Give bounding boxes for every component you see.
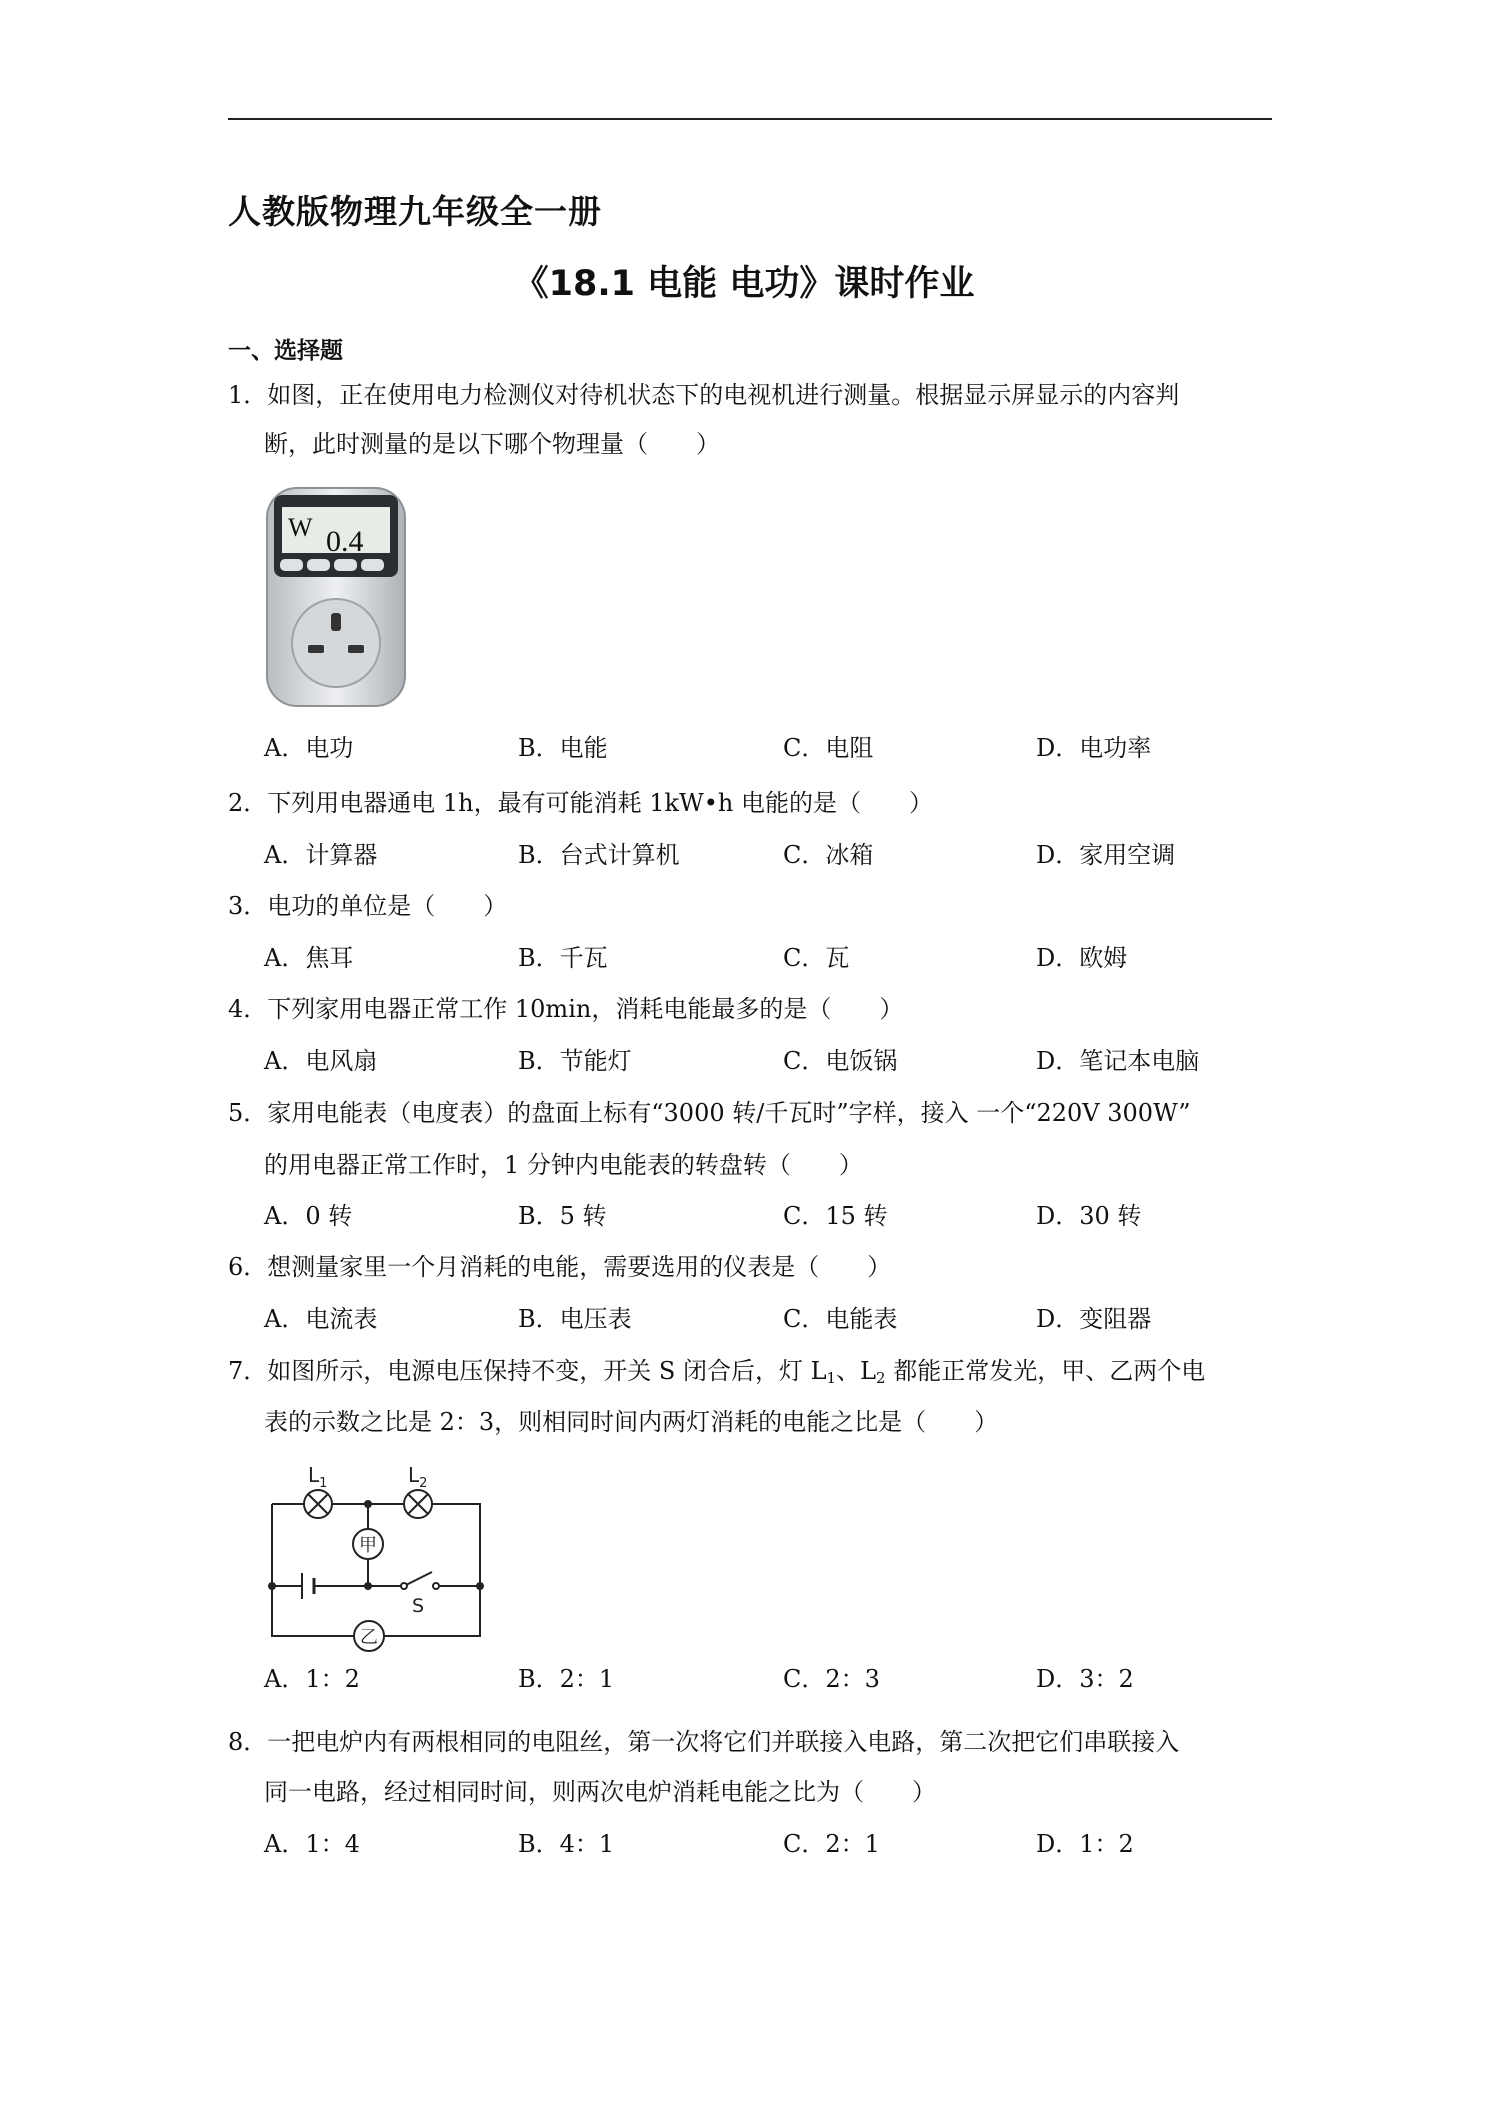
q6-option-b: B．电压表	[518, 1305, 632, 1333]
q4-option-b: B．节能灯	[518, 1047, 632, 1075]
socket-face	[292, 599, 380, 687]
q3-option-a: A．焦耳	[264, 944, 354, 972]
socket-hole	[308, 645, 324, 653]
question-4-text: 4．下列家用电器正常工作 10min，消耗电能最多的是（ ）	[228, 995, 904, 1023]
q7-option-b: B．2：1	[518, 1665, 615, 1693]
socket-hole	[348, 645, 364, 653]
meter-button	[361, 559, 384, 571]
q6-option-a: A．电流表	[264, 1305, 378, 1333]
meter-a-label: 甲	[359, 1535, 377, 1556]
wire	[432, 1504, 480, 1586]
question-1-text: 1．如图，正在使用电力检测仪对待机状态下的电视机进行测量。根据显示屏显示的内容判	[228, 381, 1180, 409]
q5-option-c: C．15 转	[783, 1202, 888, 1230]
q1-option-b: B．电能	[518, 734, 608, 762]
q2-option-c: C．冰箱	[783, 841, 874, 869]
q6-option-c: C．电能表	[783, 1305, 898, 1333]
q4-option-c: C．电饭锅	[783, 1047, 898, 1075]
question-6-text: 6．想测量家里一个月消耗的电能，需要选用的仪表是（ ）	[228, 1253, 892, 1281]
socket-hole	[331, 613, 341, 631]
question-5-text: 5．家用电能表（电度表）的盘面上标有“3000 转/千瓦时”字样，接入 一个“220V 300W”	[228, 1099, 1191, 1127]
wire	[272, 1504, 354, 1636]
switch-pivot	[401, 1583, 407, 1589]
q5-option-b: B．5 转	[518, 1202, 607, 1230]
wire	[384, 1586, 480, 1636]
circuit-diagram	[262, 1456, 492, 1656]
q2-option-b: B．台式计算机	[518, 841, 680, 869]
q1-option-a: A．电功	[264, 734, 354, 762]
q6-option-d: D．变阻器	[1036, 1305, 1152, 1333]
q1-option-c: C．电阻	[783, 734, 874, 762]
question-7-text: 7．如图所示，电源电压保持不变，开关 S 闭合后，灯 $L_1$、$L_2$ 都能正常发光，甲、乙两个电	[228, 1357, 1206, 1387]
switch-label: S	[412, 1595, 425, 1617]
junction-dot	[364, 1582, 372, 1590]
meter-button	[334, 559, 357, 571]
q8-option-d: D．1：2	[1036, 1830, 1134, 1858]
q8-option-a: A．1：4	[264, 1830, 360, 1858]
meter-b-label: 乙	[360, 1627, 378, 1648]
book-title: 人教版物理九年级全一册	[228, 192, 602, 231]
question-3-text: 3．电功的单位是（ ）	[228, 892, 508, 920]
section-heading: 一、选择题	[228, 338, 343, 364]
q2-option-a: A．计算器	[264, 841, 378, 869]
q8-option-c: C．2：1	[783, 1830, 880, 1858]
lamp-l1-label: $L_1$	[308, 1463, 328, 1491]
q8-option-b: B．4：1	[518, 1830, 615, 1858]
junction-dot	[268, 1582, 276, 1590]
q3-option-d: D．欧姆	[1036, 944, 1128, 972]
q2-option-d: D．家用空调	[1036, 841, 1176, 869]
q5-option-a: A．0 转	[264, 1202, 353, 1230]
q7-option-c: C．2：3	[783, 1665, 880, 1693]
q3-option-c: C．瓦	[783, 944, 850, 972]
q4-option-a: A．电风扇	[264, 1047, 378, 1075]
question-7-text-cont: 表的示数之比是 2：3，则相同时间内两灯消耗的电能之比是（ ）	[264, 1408, 999, 1436]
meter-button	[280, 559, 303, 571]
q3-option-b: B．千瓦	[518, 944, 608, 972]
q1-option-d: D．电功率	[1036, 734, 1152, 762]
question-8-text-cont: 同一电路，经过相同时间，则两次电炉消耗电能之比为（ ）	[264, 1778, 936, 1806]
screen-unit: W	[288, 513, 313, 542]
question-1-text-cont: 断，此时测量的是以下哪个物理量（ ）	[264, 430, 720, 458]
switch-contact	[433, 1583, 439, 1589]
header-rule	[228, 118, 1272, 120]
q5-option-d: D．30 转	[1036, 1202, 1142, 1230]
question-5-text-cont: 的用电器正常工作时，1 分钟内电能表的转盘转（ ）	[264, 1151, 863, 1179]
lamp-l1-icon	[304, 1490, 332, 1518]
meter-button	[307, 559, 330, 571]
screen-value: 0.4	[326, 525, 364, 558]
q7-option-d: D．3：2	[1036, 1665, 1134, 1693]
q7-option-a: A．1：2	[264, 1665, 360, 1693]
switch-blade	[404, 1572, 432, 1586]
question-2-text: 2．下列用电器通电 1h，最有可能消耗 1kW•h 电能的是（ ）	[228, 789, 933, 817]
document-title: 《18.1 电能 电功》课时作业	[513, 264, 975, 304]
junction-dot	[476, 1582, 484, 1590]
lamp-l2-icon	[404, 1490, 432, 1518]
junction-dot	[364, 1500, 372, 1508]
q4-option-d: D．笔记本电脑	[1036, 1047, 1200, 1075]
lamp-l2-label: $L_2$	[408, 1463, 428, 1491]
question-8-text: 8．一把电炉内有两根相同的电阻丝，第一次将它们并联接入电路，第二次把它们串联接入	[228, 1728, 1180, 1756]
power-meter-figure	[262, 485, 412, 710]
